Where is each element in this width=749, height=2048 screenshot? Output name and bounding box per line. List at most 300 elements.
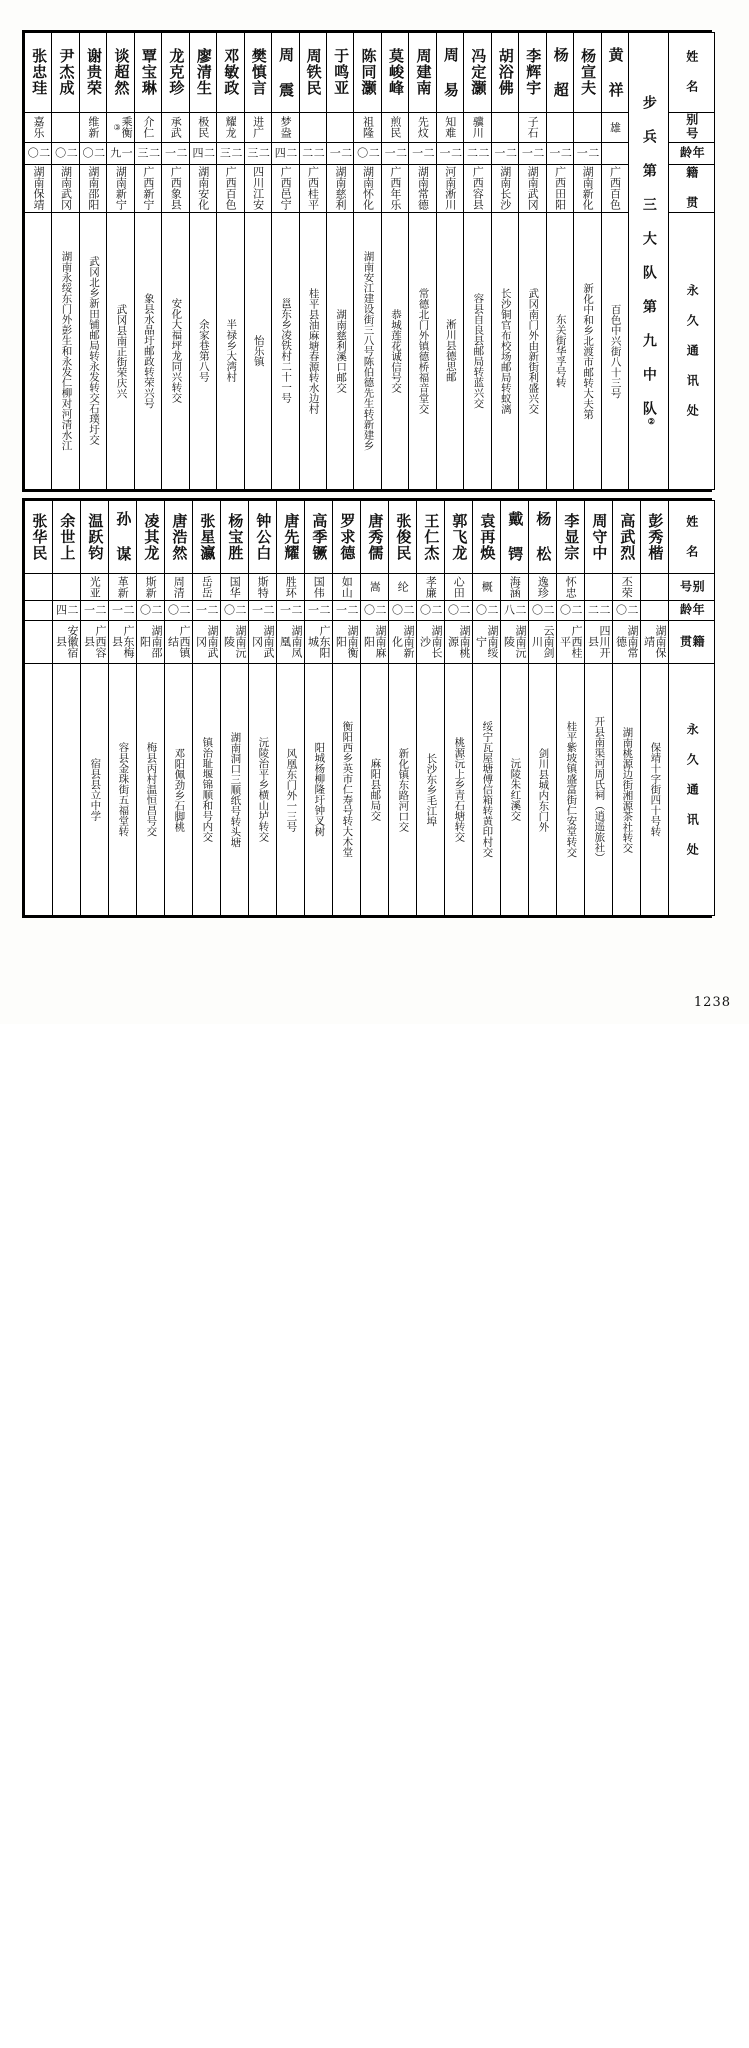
cell-alias — [326, 112, 353, 142]
cell-address — [546, 212, 573, 489]
cell-alias — [574, 112, 601, 142]
name-text: 罗求德 — [338, 512, 357, 561]
cell-name — [557, 501, 585, 574]
cell-address — [217, 212, 244, 489]
name-text: 廖清生 — [194, 48, 213, 97]
cell-alias — [79, 112, 106, 142]
address-text: 常德北门外镇德桥福音堂交 — [417, 287, 430, 414]
origin-text: 湖南凤凰 — [278, 625, 304, 659]
origin-text: 广西桂平 — [306, 166, 320, 211]
name-text: 唐先耀 — [282, 512, 301, 561]
cell-address — [613, 664, 641, 916]
address-text: 安化大福坪龙同兴转交 — [170, 298, 183, 404]
cell-name — [464, 33, 491, 113]
alias-text: 进广 — [251, 116, 265, 139]
cell-name — [272, 33, 299, 113]
cell-age — [53, 600, 81, 620]
cell-alias — [473, 573, 501, 600]
cell-origin — [109, 620, 137, 664]
table-row — [25, 112, 715, 142]
cell-name — [277, 501, 305, 574]
alias-text: 乘衡③ — [112, 116, 134, 139]
age-text: 二〇 — [530, 604, 556, 617]
cell-age — [193, 600, 221, 620]
origin-text: 湖南武冈 — [194, 625, 220, 659]
name-text: 高季镢 — [310, 512, 329, 561]
cell-address — [445, 664, 473, 916]
cell-address — [585, 664, 613, 916]
address-text: 宿县县立中学 — [89, 758, 102, 822]
cell-origin — [519, 164, 546, 212]
cell-name — [529, 501, 557, 574]
origin-text: 湖南常德 — [614, 625, 640, 659]
age-text: 二一 — [110, 604, 136, 617]
cell-alias — [244, 112, 271, 142]
address-text: 沅陵治平乡横山垆转交 — [257, 737, 270, 843]
cell-age — [221, 600, 249, 620]
cell-origin — [389, 620, 417, 664]
cell-alias — [409, 112, 436, 142]
address-text: 武冈南门外由新街利盛兴交 — [527, 287, 540, 414]
age-text: 二八 — [502, 604, 528, 617]
cell-name — [389, 501, 417, 574]
cell-address — [134, 212, 161, 489]
cell-origin — [52, 164, 79, 212]
name-text: 张俊民 — [394, 512, 413, 561]
cell-name — [585, 501, 613, 574]
origin-text: 湖南怀化 — [361, 166, 375, 211]
cell-alias — [221, 573, 249, 600]
contact-table-upper — [22, 30, 712, 492]
cell-alias — [81, 573, 109, 600]
cell-origin — [464, 164, 491, 212]
age-text: 二四 — [54, 604, 80, 617]
name-text: 覃宝琳 — [139, 48, 158, 97]
table-row — [25, 142, 715, 164]
cell-alias — [613, 573, 641, 600]
cell-age — [436, 142, 463, 164]
origin-text: 湖南邵阳 — [138, 625, 164, 659]
alias-text: 维新 — [86, 116, 100, 139]
cell-name — [81, 501, 109, 574]
cell-address — [53, 664, 81, 916]
alias-text: 极民 — [196, 116, 210, 139]
cell-name — [162, 33, 189, 113]
cell-age — [491, 142, 518, 164]
cell-name — [613, 501, 641, 574]
name-text: 李辉宇 — [524, 48, 543, 97]
cell-origin — [249, 620, 277, 664]
origin-text: 湖南绥宁 — [474, 625, 500, 659]
cell-origin — [473, 620, 501, 664]
cell-address — [557, 664, 585, 916]
cell-age — [217, 142, 244, 164]
alias-text: 骥川 — [471, 116, 485, 139]
row-header-text: 永 久 通 讯 处 — [685, 722, 700, 857]
name-text: 谈超然 — [112, 48, 131, 97]
cell-origin — [221, 620, 249, 664]
address-text: 湖南永绥东门外彭生和永发仁柳对河清水江 — [60, 251, 73, 451]
age-text: 二二 — [465, 147, 491, 160]
address-text: 恭城莲花诚信号交 — [389, 308, 402, 393]
cell-age — [389, 600, 417, 620]
name-text: 黄 祥 — [606, 46, 625, 98]
age-text: 二一 — [575, 147, 600, 160]
table-row — [25, 573, 715, 600]
cell-alias — [137, 573, 165, 600]
alias-text: 斯新 — [144, 575, 158, 598]
cell-address — [109, 664, 137, 916]
address-text: 桂平紫坡镇盛富街仁安堂转交 — [565, 721, 578, 858]
origin-text: 湖南安化 — [196, 166, 210, 211]
name-text: 杨 松 — [534, 511, 553, 563]
alias-text: 先炆 — [416, 116, 430, 139]
cell-name — [381, 33, 408, 113]
cell-age — [299, 142, 326, 164]
cell-alias — [25, 573, 53, 600]
age-text: 二二 — [300, 147, 326, 160]
name-text: 郭飞龙 — [450, 512, 469, 561]
cell-alias — [557, 573, 585, 600]
cell-name — [491, 33, 518, 113]
alias-text: 逸珍 — [536, 575, 550, 598]
cell-address — [389, 664, 417, 916]
age-text: 二一 — [328, 147, 353, 160]
origin-text: 广西容县 — [471, 166, 485, 211]
address-text: 湖南安江建设街三八号陈伯德先生转新建乡 — [362, 251, 375, 451]
cell-name — [193, 501, 221, 574]
alias-text: 承武 — [169, 116, 183, 139]
cell-address — [381, 212, 408, 489]
cell-address — [361, 664, 389, 916]
cell-alias — [107, 112, 134, 142]
table-row — [25, 501, 715, 574]
age-text: 二一 — [547, 147, 573, 160]
name-text: 周守中 — [590, 512, 609, 561]
cell-address — [25, 664, 53, 916]
cell-address — [137, 664, 165, 916]
origin-text: 广西年乐 — [388, 166, 402, 211]
cell-alias — [501, 573, 529, 600]
name-text: 张华民 — [30, 512, 49, 561]
origin-text: 广西镇结 — [166, 625, 192, 659]
cell-name — [244, 33, 271, 113]
origin-text: 广西田阳 — [553, 166, 567, 211]
cell-name — [601, 33, 628, 113]
cell-alias — [333, 573, 361, 600]
cell-address — [409, 212, 436, 489]
alias-text: 耀龙 — [224, 116, 238, 139]
name-text: 胡浴佛 — [496, 48, 515, 97]
alias-text: 梦盎 — [279, 116, 293, 139]
cell-alias — [25, 112, 52, 142]
origin-text: 湖南武冈 — [59, 166, 73, 211]
origin-text: 湖南长沙 — [498, 166, 512, 211]
age-text: 二三 — [245, 147, 271, 160]
cell-origin — [81, 620, 109, 664]
address-text: 沅陵朱红溪交 — [509, 758, 522, 822]
cell-name — [305, 501, 333, 574]
age-text: 二〇 — [81, 147, 106, 160]
origin-text: 湖南保靖 — [32, 166, 45, 211]
cell-name — [436, 33, 463, 113]
cell-alias — [354, 112, 381, 142]
alias-text: 光亚 — [88, 575, 102, 598]
origin-text: 湖南麻阳 — [362, 625, 388, 659]
cell-name — [221, 501, 249, 574]
address-text: 余家巷第八号 — [197, 319, 210, 383]
row-header-text: 姓 名 — [684, 514, 699, 559]
cell-address — [277, 664, 305, 916]
name-text: 温跃钧 — [86, 512, 105, 561]
cell-alias — [529, 573, 557, 600]
cell-alias — [162, 112, 189, 142]
cell-alias — [52, 112, 79, 142]
name-text: 杨宣夫 — [579, 48, 598, 97]
address-text: 武冈县南正街荣庆兴 — [115, 303, 128, 399]
origin-text: 湖南邵阳 — [86, 166, 100, 211]
cell-address — [221, 664, 249, 916]
cell-name — [79, 33, 106, 113]
age-text: 二四 — [273, 147, 298, 160]
age-text: 二一 — [82, 604, 108, 617]
cell-age — [25, 142, 52, 164]
name-text: 冯定灏 — [469, 48, 488, 97]
age-text: 二一 — [334, 604, 360, 617]
age-text: 二三 — [218, 147, 243, 160]
age-text: 二三 — [136, 147, 161, 160]
cell-alias — [189, 112, 216, 142]
name-text: 戴 锷 — [506, 511, 525, 563]
table-row — [25, 164, 715, 212]
cell-alias — [361, 573, 389, 600]
cell-age — [326, 142, 353, 164]
cell-address — [81, 664, 109, 916]
cell-address — [519, 212, 546, 489]
cell-origin — [574, 164, 601, 212]
cell-name — [25, 33, 52, 113]
alias-text: 岳岳 — [200, 575, 214, 598]
cell-age — [134, 142, 161, 164]
cell-age — [409, 142, 436, 164]
name-text: 周 震 — [277, 46, 296, 98]
address-text: 百色中兴街八十三号 — [609, 303, 622, 399]
cell-name — [641, 501, 669, 574]
cell-age — [244, 142, 271, 164]
cell-alias — [299, 112, 326, 142]
name-text: 莫峻峰 — [386, 48, 405, 97]
alias-text: 斯特 — [256, 575, 270, 598]
contact-grid — [24, 32, 715, 490]
cell-name — [354, 33, 381, 113]
cell-name — [137, 501, 165, 574]
address-text: 半禄乡大湾村 — [225, 319, 238, 383]
cell-origin — [613, 620, 641, 664]
cell-address — [574, 212, 601, 489]
unit-label-cell — [628, 33, 668, 490]
age-text: 二一 — [438, 147, 463, 160]
cell-origin — [529, 620, 557, 664]
cell-origin — [244, 164, 271, 212]
age-text: 二〇 — [53, 147, 79, 160]
cell-address — [641, 664, 669, 916]
name-text: 彭秀楷 — [646, 512, 665, 561]
age-text: 二〇 — [614, 604, 640, 617]
contact-grid — [24, 500, 715, 916]
cell-address — [501, 664, 529, 916]
cell-alias — [445, 573, 473, 600]
age-text: 二一 — [250, 604, 276, 617]
name-text: 钟公白 — [254, 512, 273, 561]
name-text: 唐秀儒 — [366, 512, 385, 561]
address-text: 保靖十字街四十号转 — [649, 742, 662, 837]
origin-text: 广东阳城 — [306, 625, 332, 659]
age-text: 一九 — [108, 147, 134, 160]
alias-text: 如山 — [340, 575, 354, 598]
cell-alias — [417, 573, 445, 600]
origin-text: 湖南武冈 — [526, 166, 540, 211]
cell-age — [519, 142, 546, 164]
origin-text: 湖南沅陵 — [502, 625, 528, 659]
origin-text: 广西桂平 — [558, 625, 584, 659]
age-text: 二〇 — [355, 147, 381, 160]
cell-address — [436, 212, 463, 489]
address-text: 阳城杨柳隆圩钟叉树 — [313, 742, 326, 837]
alias-text: 海涵 — [508, 575, 522, 598]
cell-alias — [193, 573, 221, 600]
cell-alias — [217, 112, 244, 142]
cell-origin — [272, 164, 299, 212]
cell-address — [299, 212, 326, 489]
cell-origin — [165, 620, 193, 664]
origin-text: 河南淅川 — [443, 166, 457, 211]
origin-text: 广西容县 — [82, 625, 108, 659]
name-text: 张忠珪 — [30, 48, 49, 97]
cell-origin — [409, 164, 436, 212]
cell-alias — [109, 573, 137, 600]
cell-alias — [585, 573, 613, 600]
alias-text: 国伟 — [312, 575, 326, 598]
origin-text: 广西百色 — [608, 166, 622, 211]
cell-origin — [333, 620, 361, 664]
cell-name — [25, 501, 53, 574]
address-text: 武冈北乡新田铺邮局转永发转交石璞圩交 — [88, 256, 100, 446]
cell-alias — [53, 573, 81, 600]
age-text: 二〇 — [446, 604, 472, 617]
age-text: 二一 — [383, 147, 408, 160]
cell-age — [272, 142, 299, 164]
cell-age — [464, 142, 491, 164]
age-text: 二一 — [410, 147, 436, 160]
cell-age — [445, 600, 473, 620]
row-header-name — [668, 33, 714, 113]
alias-text: 纶 — [396, 581, 410, 593]
cell-name — [417, 501, 445, 574]
name-text: 尹杰成 — [57, 48, 76, 97]
cell-address — [107, 212, 134, 489]
row-header-address — [669, 664, 715, 916]
cell-origin — [79, 164, 106, 212]
name-text: 余世上 — [58, 512, 77, 561]
cell-age — [641, 600, 669, 620]
cell-origin — [601, 164, 628, 212]
address-text: 梅县丙村温恒昌号交 — [145, 742, 158, 837]
address-text: 容县金珠街五福堂转 — [117, 742, 130, 837]
name-text: 高武烈 — [618, 512, 637, 561]
cell-address — [25, 212, 52, 489]
address-text: 长沙铜官布校场邮局转蚁漓 — [499, 287, 512, 414]
cell-name — [299, 33, 326, 113]
name-text: 周 易 — [441, 46, 460, 98]
name-text: 王仁杰 — [422, 512, 441, 561]
address-text: 绥宁瓦屋塘傅信箱转黄印村交 — [481, 721, 494, 858]
alias-text: 雄 — [608, 121, 622, 133]
alias-text: 国华 — [228, 575, 242, 598]
cell-name — [409, 33, 436, 113]
alias-text: 革新 — [116, 575, 130, 598]
cell-name — [107, 33, 134, 113]
address-text: 麻阳县邮局交 — [369, 758, 382, 822]
cell-name — [519, 33, 546, 113]
cell-name — [109, 501, 137, 574]
cell-age — [79, 142, 106, 164]
name-text: 杨 超 — [551, 46, 570, 98]
cell-age — [305, 600, 333, 620]
age-text: 二〇 — [26, 147, 51, 160]
age-text: 二一 — [520, 147, 545, 160]
cell-age — [165, 600, 193, 620]
name-text: 邓敏政 — [222, 48, 241, 97]
cell-name — [574, 33, 601, 113]
cell-age — [81, 600, 109, 620]
name-text: 周铁民 — [304, 48, 323, 97]
name-text: 凌其龙 — [142, 512, 161, 561]
age-text: 二〇 — [558, 604, 584, 617]
age-text: 二〇 — [222, 604, 248, 617]
alias-text: 丕荣 — [620, 575, 634, 598]
cell-alias — [277, 573, 305, 600]
address-text: 桃源沅上乡青石塘转交 — [453, 737, 466, 843]
name-text: 陈同灏 — [359, 48, 378, 97]
cell-alias — [601, 112, 628, 142]
cell-age — [189, 142, 216, 164]
cell-age — [249, 600, 277, 620]
address-text: 东关街华孚号转 — [554, 314, 567, 388]
row-header-age — [668, 142, 714, 164]
address-text: 新化镇东路河口交 — [397, 747, 410, 832]
row-header-text: 永 久 通 讯 处 — [685, 283, 700, 418]
cell-origin — [305, 620, 333, 664]
address-text: 长沙东乡毛江埠 — [425, 752, 438, 827]
cell-origin — [189, 164, 216, 212]
address-text: 剑川县城内东门外 — [537, 747, 550, 832]
address-text: 邓阳佩劲乡石脚桃 — [173, 747, 186, 832]
row-header-text: 姓 名 — [684, 50, 699, 95]
cell-address — [417, 664, 445, 916]
row-header-alias — [668, 112, 714, 142]
cell-age — [574, 142, 601, 164]
cell-name — [445, 501, 473, 574]
cell-origin — [107, 164, 134, 212]
alias-text: 心田 — [452, 575, 466, 598]
cell-address — [272, 212, 299, 489]
age-text: 二〇 — [390, 604, 416, 617]
cell-address — [189, 212, 216, 489]
cell-name — [361, 501, 389, 574]
age-text: 二四 — [190, 147, 216, 160]
alias-text: 知难 — [443, 116, 457, 139]
cell-alias — [641, 573, 669, 600]
